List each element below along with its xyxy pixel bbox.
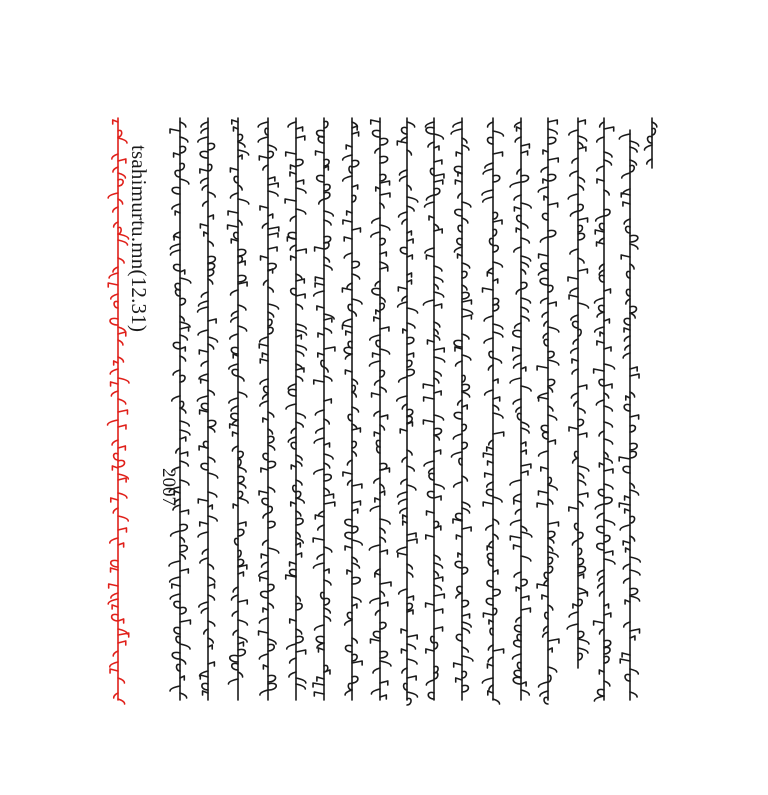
column-13 — [285, 118, 306, 700]
column-5 — [510, 118, 532, 700]
column-14 — [258, 118, 279, 700]
column-7 — [451, 118, 473, 700]
column-11 — [342, 118, 362, 700]
date-line: 2007 — [158, 468, 179, 506]
column-8 — [423, 118, 444, 700]
source-attribution: tsahimurtu.mn(12.31) — [127, 145, 151, 333]
column-12 — [313, 118, 335, 700]
column-3 — [567, 118, 589, 668]
column-2 — [594, 118, 615, 701]
column-16 — [197, 118, 217, 700]
column-4 — [537, 118, 559, 704]
column-17 — [169, 118, 191, 700]
column-title — [645, 118, 657, 168]
column-15 — [228, 118, 249, 700]
column-1 — [619, 130, 640, 700]
column-9 — [397, 118, 418, 705]
column-10 — [369, 118, 391, 700]
column-6 — [482, 118, 504, 704]
